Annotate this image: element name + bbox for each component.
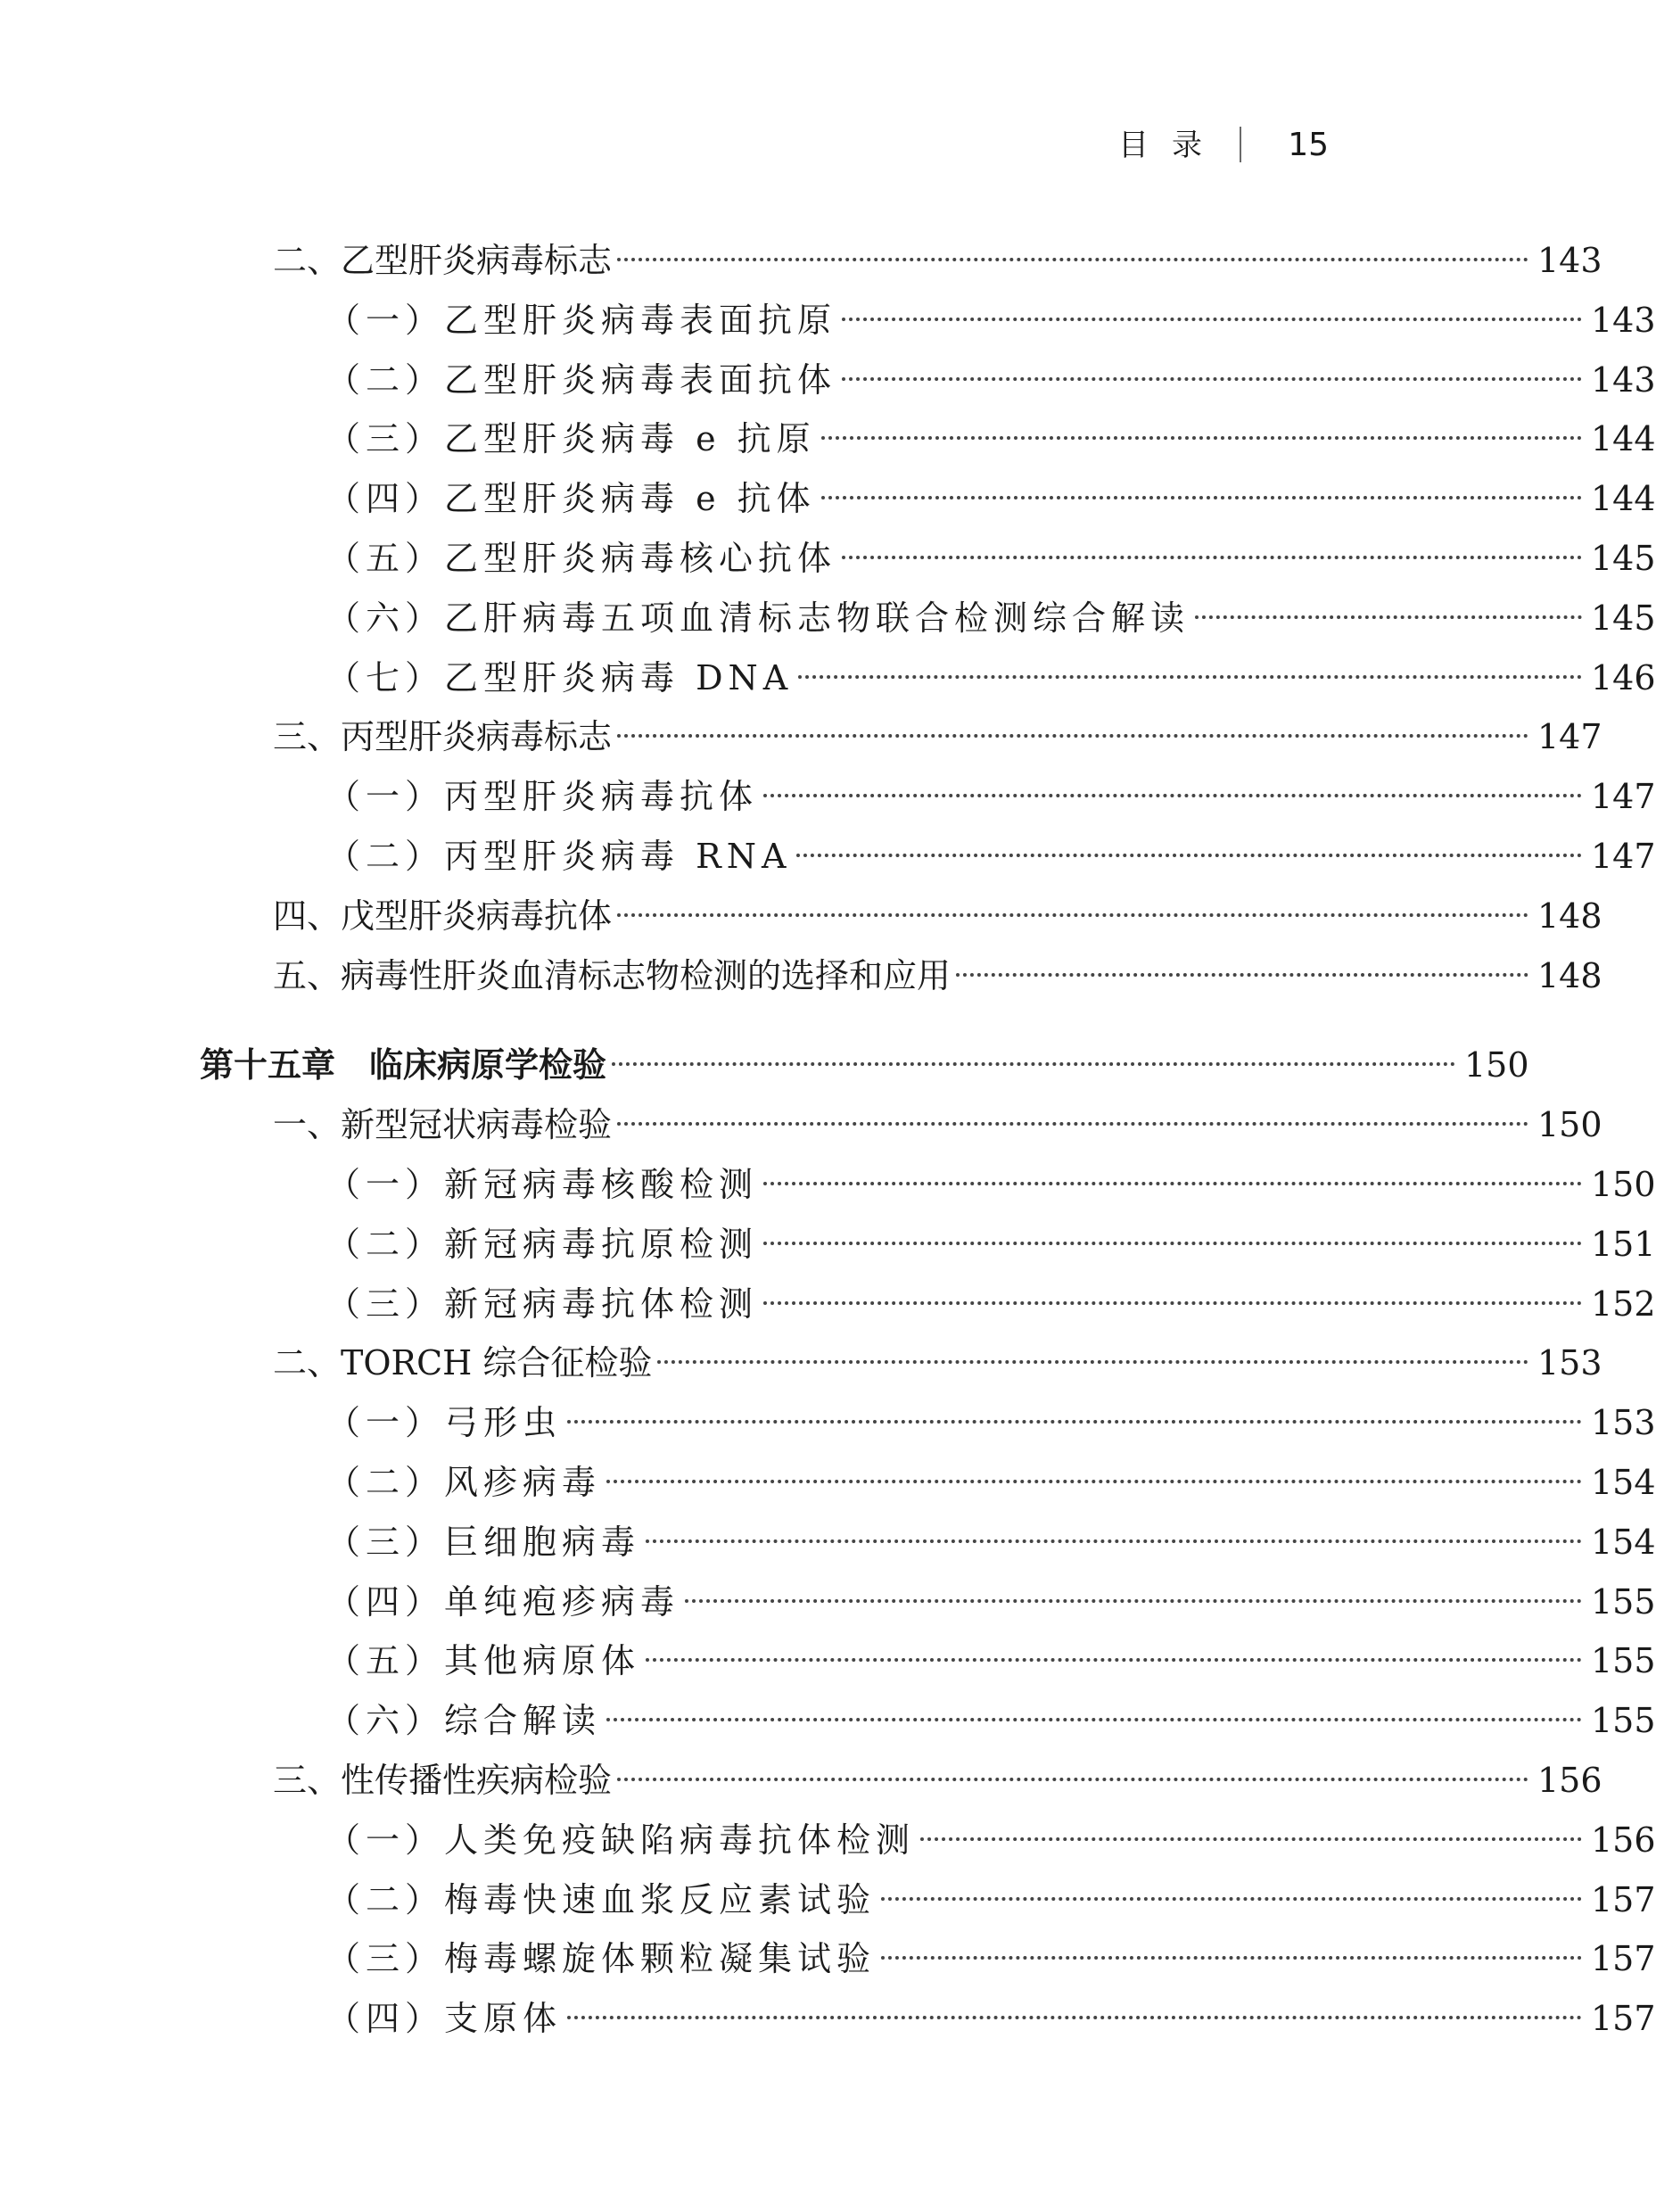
toc-entry-label: （二）新冠病毒抗原检测	[326, 1224, 759, 1264]
toc-section-entry[interactable]	[0, 1098, 1602, 1151]
toc-entry-label: （三）梅毒螺旋体颗粒凝集试验	[326, 1939, 877, 1979]
toc-entry-page: 143	[1591, 359, 1656, 400]
toc-section-entry[interactable]	[0, 949, 1602, 1003]
header-page-number: 15	[1288, 127, 1329, 163]
toc-entry-label: （二）风疹病毒	[326, 1463, 602, 1502]
toc-leader-dots	[821, 496, 1582, 499]
toc-entry-page: 157	[1591, 1999, 1656, 2039]
toc-entry-page: 147	[1591, 837, 1656, 876]
toc-entry-page: 153	[1591, 1403, 1656, 1443]
toc-entry-label: （三）巨细胞病毒	[326, 1522, 641, 1562]
toc-entry-page: 153	[1537, 1343, 1602, 1383]
toc-entry-label: 四、戊型肝炎病毒抗体	[273, 896, 613, 936]
toc-leader-dots	[617, 1122, 1528, 1126]
toc-entry-label: （七）乙型肝炎病毒 DNA	[326, 657, 794, 697]
toc-entry-page: 146	[1591, 657, 1656, 697]
toc-entry-label: （四）支原体	[326, 1999, 563, 2039]
toc-leader-dots	[842, 318, 1582, 321]
toc-subsection-entry[interactable]	[0, 353, 1655, 407]
toc-entry-label: （二）梅毒快速血浆反应素试验	[326, 1879, 877, 1919]
toc-subsection-entry[interactable]	[0, 591, 1655, 645]
toc-subsection-entry[interactable]	[0, 830, 1655, 883]
toc-entry-page: 156	[1591, 1820, 1656, 1860]
toc-leader-dots	[646, 1658, 1582, 1662]
toc-subsection-entry[interactable]	[0, 1932, 1655, 1985]
toc-entry-page: 157	[1591, 1939, 1656, 1979]
toc-subsection-entry[interactable]	[0, 1456, 1655, 1509]
toc-entry-label: （二）丙型肝炎病毒 RNA	[326, 837, 792, 876]
toc-subsection-entry[interactable]	[0, 1694, 1655, 1747]
toc-entry-label: （三）新冠病毒抗体检测	[326, 1283, 759, 1324]
toc-entry-label: 三、丙型肝炎病毒标志	[273, 717, 613, 757]
toc-entry-page: 147	[1591, 777, 1656, 817]
toc-subsection-entry[interactable]	[0, 412, 1655, 466]
toc-subsection-entry[interactable]	[0, 532, 1655, 585]
toc-leader-dots	[567, 1420, 1582, 1424]
toc-section-entry[interactable]	[0, 889, 1602, 943]
toc-leader-dots	[606, 1718, 1582, 1721]
toc-leader-dots	[881, 1897, 1582, 1901]
toc-entry-label: （一）乙型肝炎病毒表面抗原	[326, 300, 837, 340]
toc-entry-page: 151	[1591, 1224, 1656, 1264]
toc-subsection-entry[interactable]	[0, 1158, 1655, 1211]
toc-subsection-entry[interactable]	[0, 651, 1655, 705]
toc-entry-page: 143	[1591, 300, 1656, 340]
toc-entry-page: 148	[1537, 955, 1602, 995]
toc-entry-label: 二、TORCH 综合征检验	[273, 1343, 653, 1383]
toc-entry-page: 144	[1591, 479, 1656, 519]
toc-leader-dots	[1195, 615, 1582, 619]
toc-entry-page: 150	[1591, 1165, 1656, 1204]
toc-entry-label: 三、性传播性疾病检验	[273, 1761, 613, 1800]
toc-leader-dots	[763, 794, 1582, 797]
toc-leader-dots	[657, 1360, 1528, 1364]
toc-leader-dots	[617, 734, 1528, 738]
toc-section-entry[interactable]	[0, 1336, 1602, 1390]
running-header	[0, 125, 1329, 166]
toc-leader-dots	[798, 675, 1582, 679]
toc-leader-dots	[821, 436, 1582, 440]
toc-leader-dots	[763, 1242, 1582, 1245]
toc-entry-page: 144	[1591, 419, 1656, 459]
toc-entry-label: （一）人类免疫缺陷病毒抗体检测	[326, 1820, 916, 1860]
toc-entry-page: 150	[1464, 1045, 1529, 1085]
toc-subsection-entry[interactable]	[0, 1813, 1655, 1867]
toc-subsection-entry[interactable]	[0, 1396, 1655, 1449]
toc-leader-dots	[842, 377, 1582, 381]
toc-entry-label: （二）乙型肝炎病毒表面抗体	[326, 359, 837, 400]
toc-entry-label: （四）单纯疱疹病毒	[326, 1581, 680, 1622]
toc-leader-dots	[881, 1956, 1582, 1960]
toc-entry-label: （五）其他病原体	[326, 1641, 641, 1681]
toc-leader-dots	[763, 1301, 1582, 1305]
toc-subsection-entry[interactable]	[0, 472, 1655, 525]
toc-leader-dots	[796, 854, 1582, 857]
toc-subsection-entry[interactable]	[0, 1217, 1655, 1271]
toc-subsection-entry[interactable]	[0, 293, 1655, 347]
toc-entry-page: 155	[1591, 1701, 1656, 1741]
toc-entry-page: 155	[1591, 1641, 1656, 1681]
toc-entry-label: （三）乙型肝炎病毒 e 抗原	[326, 419, 816, 459]
toc-entry-label: （四）乙型肝炎病毒 e 抗体	[326, 479, 816, 519]
toc-entry-label: （一）弓形虫	[326, 1403, 563, 1443]
toc-leader-dots	[763, 1182, 1582, 1185]
toc-entry-label: （一）新冠病毒核酸检测	[326, 1165, 759, 1204]
toc-entry-page: 157	[1591, 1879, 1656, 1919]
toc-section-entry[interactable]	[0, 710, 1602, 763]
toc-leader-dots	[646, 1539, 1582, 1543]
toc-entry-label: 第十五章 临床病原学检验	[200, 1045, 607, 1085]
toc-entry-page: 145	[1591, 539, 1656, 578]
header-divider	[1240, 127, 1241, 162]
toc-entry-page: 143	[1537, 241, 1602, 280]
toc-entry-label: 一、新型冠状病毒检验	[273, 1105, 613, 1145]
toc-leader-dots	[617, 1778, 1528, 1781]
toc-subsection-entry[interactable]	[0, 1515, 1655, 1569]
toc-section-entry[interactable]	[0, 1754, 1602, 1807]
toc-leader-dots	[606, 1480, 1582, 1483]
toc-section-entry[interactable]	[0, 234, 1602, 287]
toc-entry-page: 155	[1591, 1581, 1656, 1622]
toc-entry-page: 148	[1537, 896, 1602, 936]
toc-entry-label: （六）乙肝病毒五项血清标志物联合检测综合解读	[326, 598, 1191, 638]
toc-subsection-entry[interactable]	[0, 1634, 1655, 1688]
header-title: 目录	[1118, 128, 1225, 163]
toc-leader-dots	[842, 556, 1582, 559]
toc-entry-page: 154	[1591, 1522, 1656, 1562]
toc-subsection-entry[interactable]	[0, 770, 1655, 823]
toc-leader-dots	[956, 973, 1528, 977]
toc-subsection-entry[interactable]	[0, 1575, 1655, 1629]
toc-leader-dots	[612, 1062, 1455, 1066]
toc-entry-page: 147	[1537, 717, 1602, 757]
toc-subsection-entry[interactable]	[0, 1277, 1655, 1331]
toc-entry-label: （六）综合解读	[326, 1701, 602, 1741]
toc-subsection-entry[interactable]	[0, 1992, 1655, 2045]
toc-entry-label: （一）丙型肝炎病毒抗体	[326, 777, 759, 817]
toc-chapter-entry[interactable]	[0, 1038, 1528, 1092]
toc-entry-page: 150	[1537, 1105, 1602, 1145]
toc-leader-dots	[617, 913, 1528, 917]
toc-leader-dots	[920, 1837, 1582, 1841]
toc-entry-page: 156	[1537, 1761, 1602, 1800]
toc-entry-label: 二、乙型肝炎病毒标志	[273, 241, 613, 280]
toc-entry-page: 154	[1591, 1463, 1656, 1502]
toc-leader-dots	[567, 2016, 1582, 2019]
toc-entry-label: （五）乙型肝炎病毒核心抗体	[326, 539, 837, 578]
toc-entry-label: 五、病毒性肝炎血清标志物检测的选择和应用	[273, 955, 952, 995]
toc-entry-page: 152	[1591, 1283, 1656, 1324]
toc-entry-page: 145	[1591, 598, 1656, 638]
toc-subsection-entry[interactable]	[0, 1873, 1655, 1927]
toc-leader-dots	[617, 258, 1528, 261]
toc-leader-dots	[685, 1599, 1582, 1603]
